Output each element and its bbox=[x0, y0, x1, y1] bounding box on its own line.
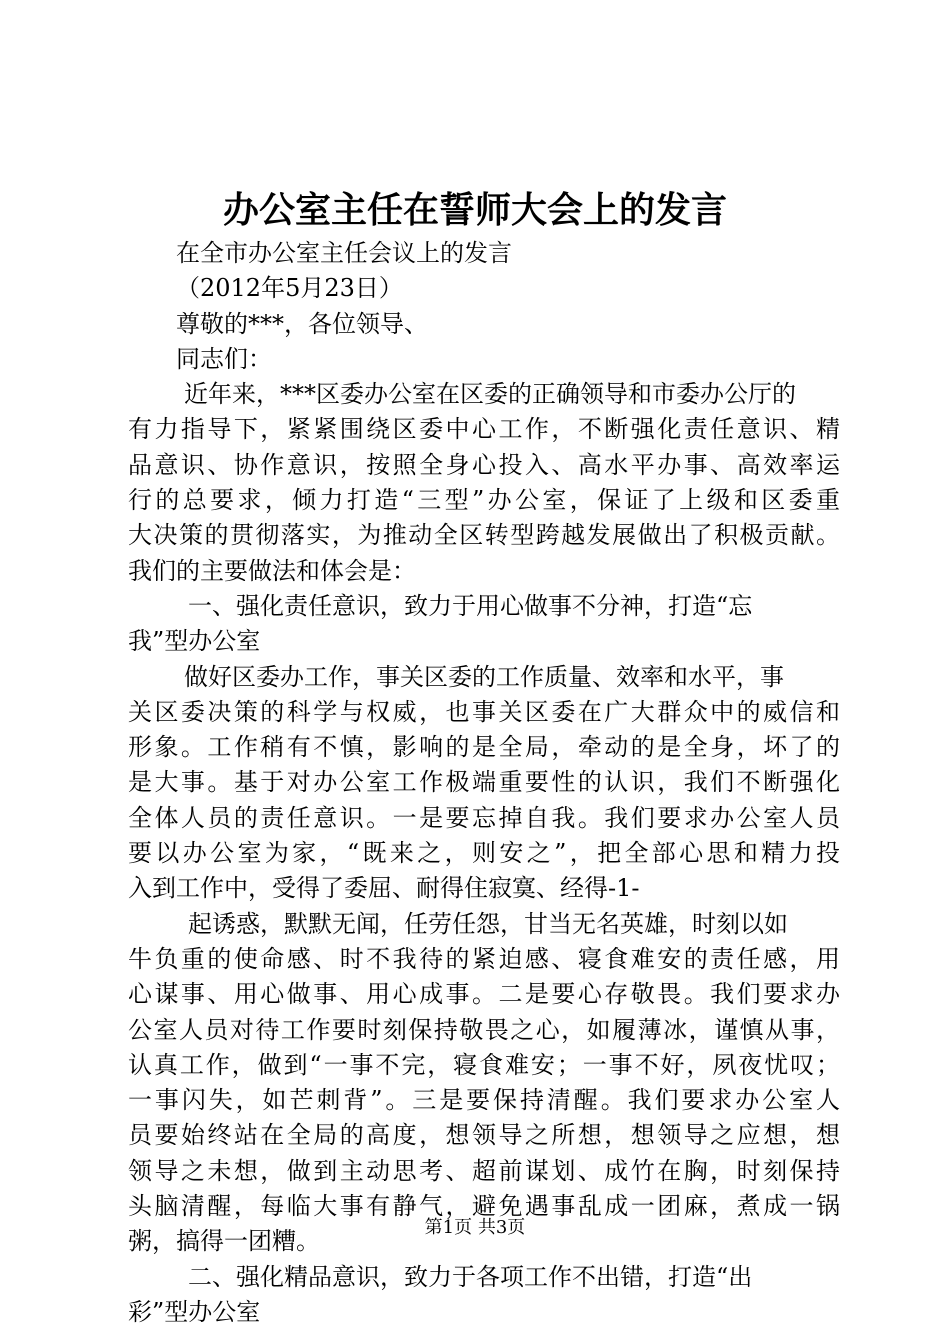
section-heading-line: 一、强化责任意识，致力于用心做事不分神，打造“忘 bbox=[188, 591, 753, 620]
paragraph-line: 认真工作，做到“一事不完，寝食难安；一事不好，夙夜忧叹； bbox=[128, 1050, 840, 1079]
paragraph-line: 形象。工作稍有不慎，影响的是全局，牵动的是全身，坏了的 bbox=[128, 733, 840, 762]
paragraph-line: 员要始终站在全局的高度，想领导之所想，想领导之应想，想 bbox=[128, 1121, 840, 1150]
section-heading-line: 我”型办公室 bbox=[128, 627, 261, 656]
paragraph-line: 我们的主要做法和体会是： bbox=[128, 556, 416, 585]
document-title: 办公室主任在誓师大会上的发言 bbox=[222, 189, 727, 231]
date-line: （2012年5月23日） bbox=[176, 274, 403, 303]
paragraph-line: 全体人员的责任意识。一是要忘掉自我。我们要求办公室人员 bbox=[128, 803, 840, 832]
salutation-line: 尊敬的***，各位领导、 bbox=[176, 309, 428, 338]
paragraph-line: 品意识、协作意识，按照全身心投入、高水平办事、高效率运 bbox=[128, 450, 840, 479]
paragraph-line: 大决策的贯彻落实，为推动全区转型跨越发展做出了积极贡献。 bbox=[128, 521, 840, 550]
paragraph-line: 公室人员对待工作要时刻保持敬畏之心，如履薄冰，谨慎从事， bbox=[128, 1015, 840, 1044]
paragraph-line: 领导之未想，做到主动思考、超前谋划、成竹在胸，时刻保持 bbox=[128, 1156, 840, 1185]
paragraph-line: 做好区委办工作，事关区委的工作质量、效率和水平，事 bbox=[184, 662, 784, 691]
paragraph-line: 有力指导下，紧紧围绕区委中心工作，不断强化责任意识、精 bbox=[128, 415, 840, 444]
paragraph-line: 心谋事、用心做事、用心成事。二是要心存敬畏。我们要求办 bbox=[128, 980, 840, 1009]
paragraph-line: 一事闪失，如芒刺背”。三是要保持清醒。我们要求办公室人 bbox=[128, 1086, 840, 1115]
section-heading-line: 彩”型办公室 bbox=[128, 1297, 261, 1326]
document-body bbox=[128, 236, 840, 1330]
paragraph-line: 起诱惑，默默无闻，任劳任怨，甘当无名英雄，时刻以如 bbox=[188, 909, 788, 938]
paragraph-line: 粥，搞得一团糟。 bbox=[128, 1227, 320, 1256]
paragraph-line: 关区委决策的科学与权威，也事关区委在广大群众中的威信和 bbox=[128, 697, 840, 726]
page-number: 第1页 共3页 bbox=[424, 1217, 526, 1238]
paragraph-line: 头脑清醒，每临大事有静气，避免遇事乱成一团麻，煮成一锅 bbox=[128, 1192, 840, 1221]
paragraph-line: 行的总要求，倾力打造“三型”办公室，保证了上级和区委重 bbox=[128, 486, 840, 515]
paragraph-line: 牛负重的使命感、时不我待的紧迫感、寝食难安的责任感，用 bbox=[128, 944, 840, 973]
section-heading-line: 二、强化精品意识，致力于各项工作不出错，打造“出 bbox=[188, 1262, 753, 1291]
paragraph-line: 近年来，***区委办公室在区委的正确领导和市委办公厅的 bbox=[184, 380, 796, 409]
paragraph-line: 入到工作中，受得了委屈、耐得住寂寞、经得-1- bbox=[128, 874, 640, 903]
paragraph-line: 要以办公室为家，“既来之，则安之”，把全部心思和精力投 bbox=[128, 839, 840, 868]
salutation-line: 同志们： bbox=[176, 344, 272, 373]
subtitle-line: 在全市办公室主任会议上的发言 bbox=[176, 239, 512, 267]
paragraph-line: 是大事。基于对办公室工作极端重要性的认识，我们不断强化 bbox=[128, 768, 840, 797]
